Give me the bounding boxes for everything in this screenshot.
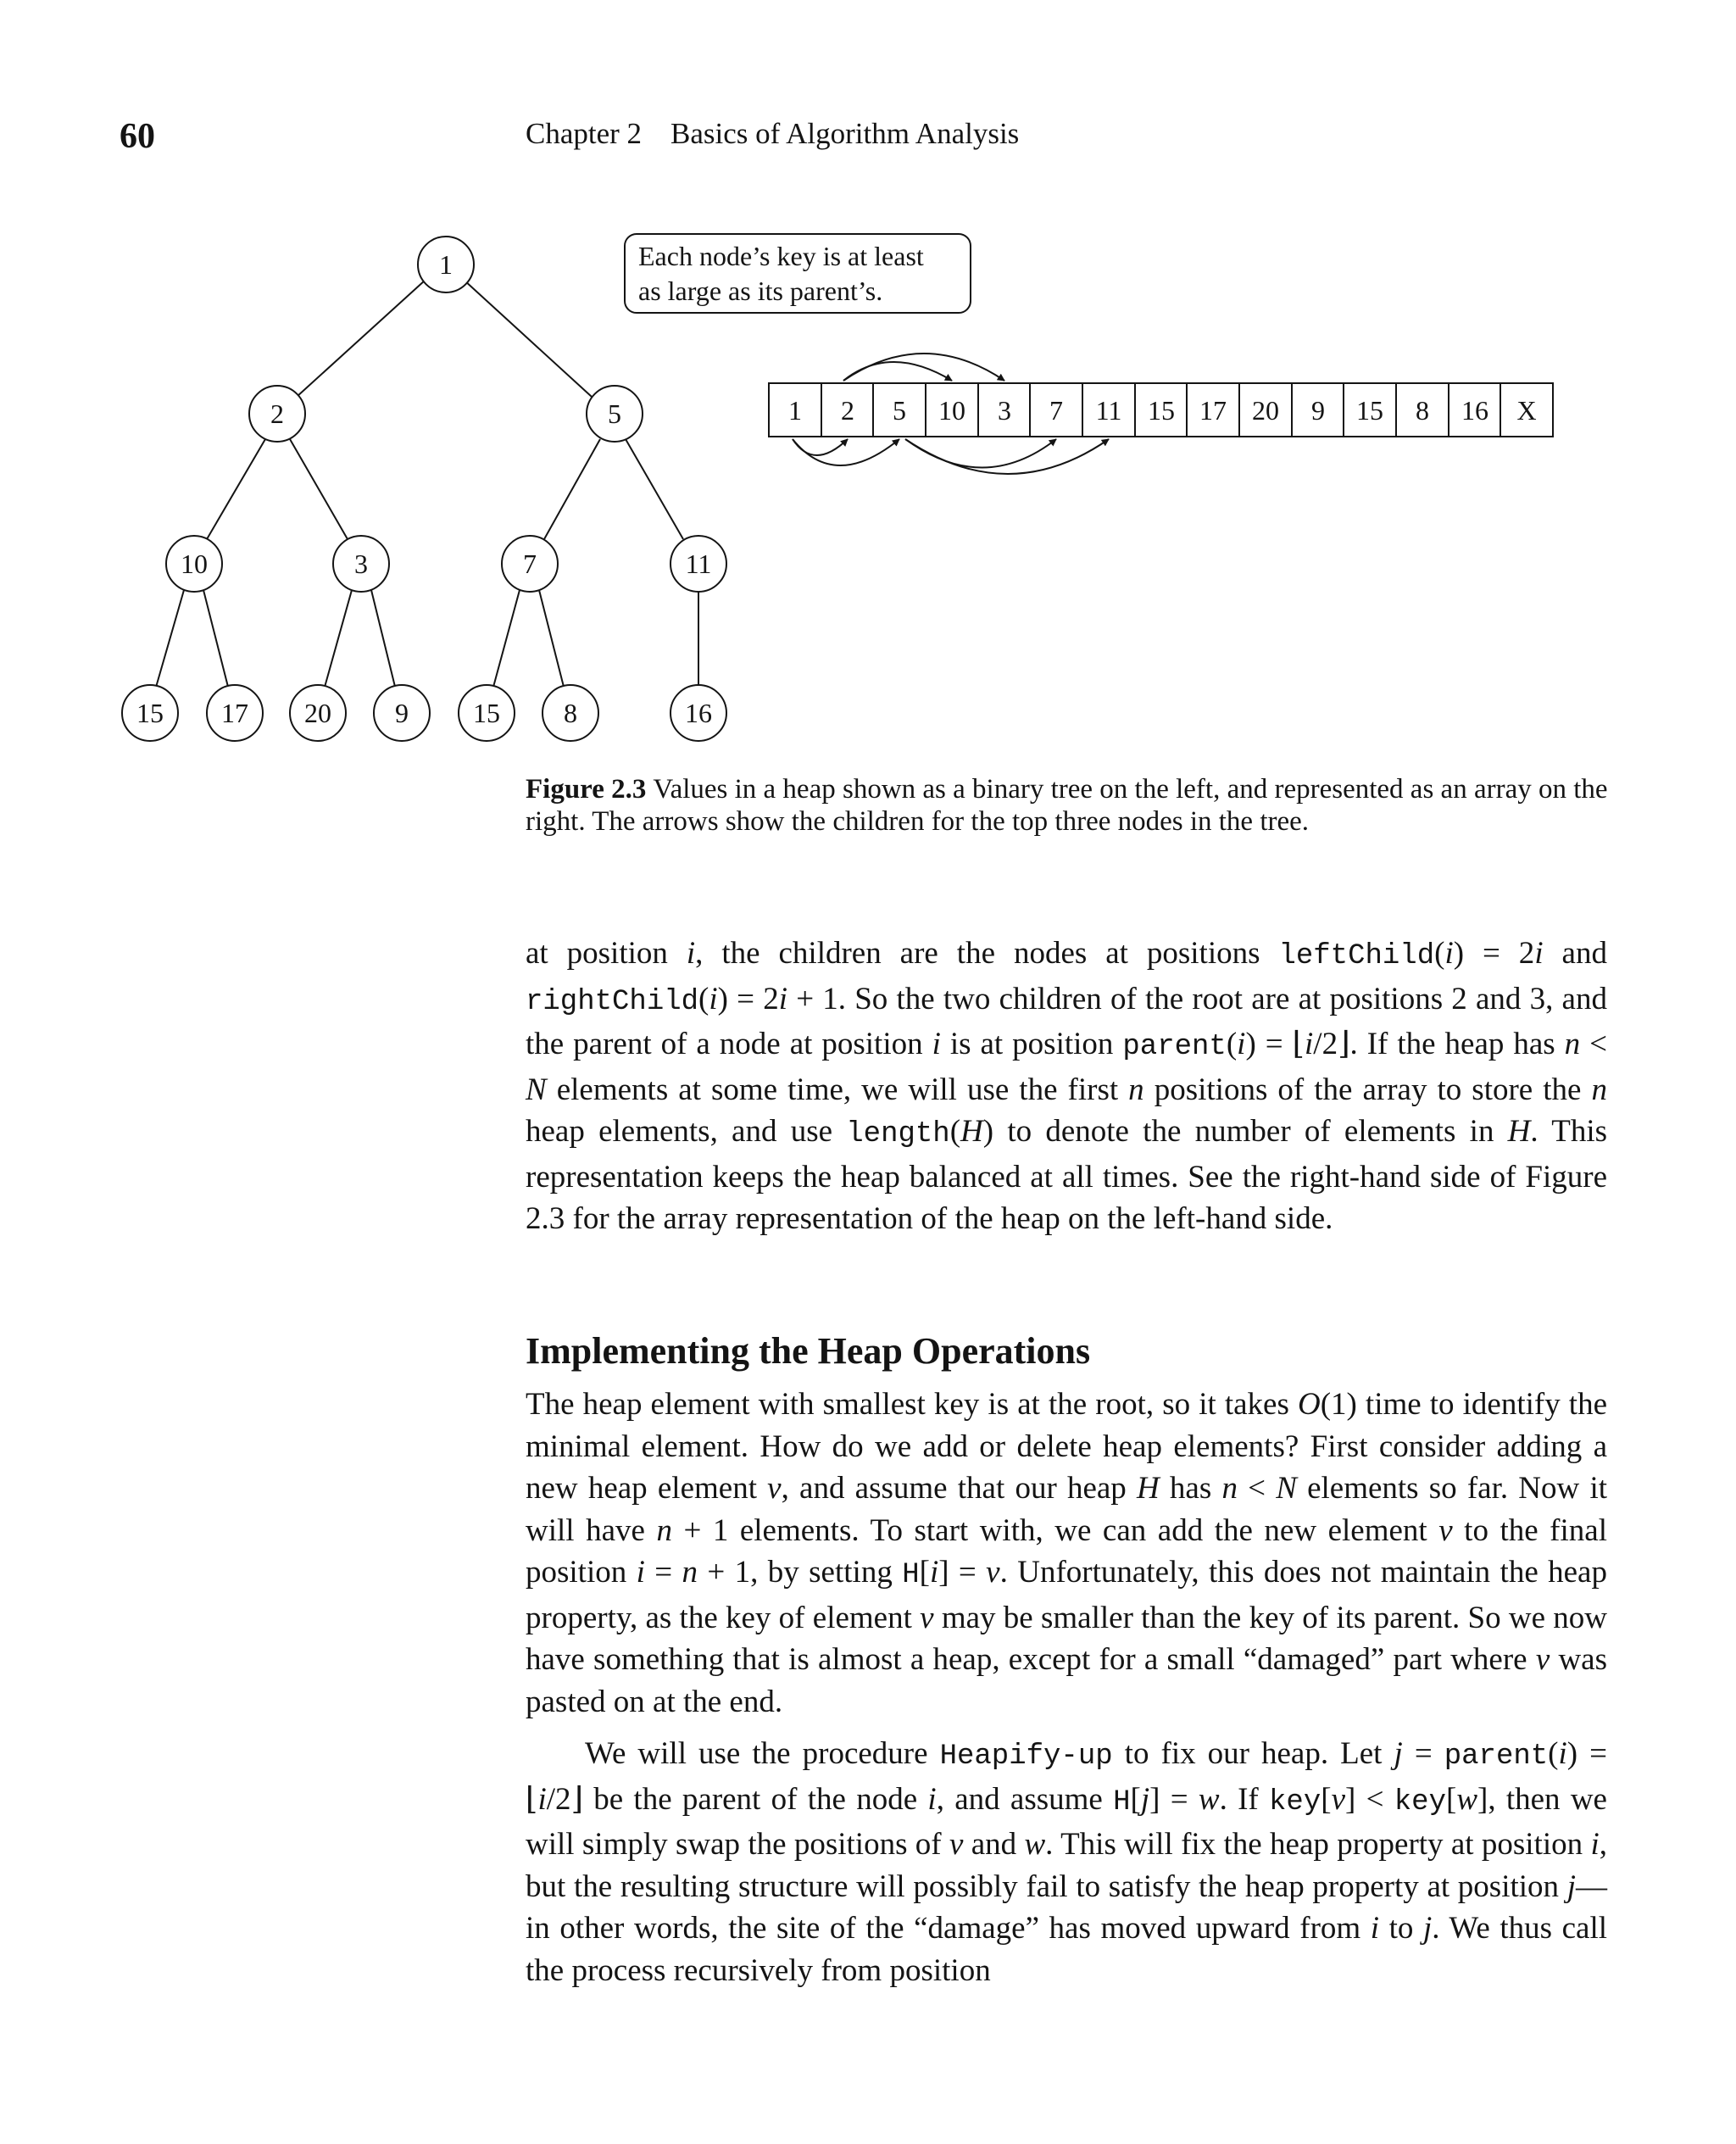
tree-node-label: 7 xyxy=(523,549,537,579)
array-cell: 16 xyxy=(1461,395,1488,426)
tree-edge xyxy=(203,590,229,690)
array-cell: 8 xyxy=(1416,395,1429,426)
tree-node-label: 17 xyxy=(221,698,248,728)
tree-node-label: 9 xyxy=(395,698,409,728)
array-cell: 7 xyxy=(1049,395,1063,426)
arrow-node5-right-child xyxy=(905,439,1109,474)
callout xyxy=(625,234,971,313)
tree-node-label: 15 xyxy=(473,698,500,728)
running-header xyxy=(526,117,1019,151)
callout-line-1: Each node’s key is at least xyxy=(638,241,924,271)
tree-node-label: 20 xyxy=(304,698,331,728)
array-cell: 20 xyxy=(1252,395,1279,426)
array-cell: 15 xyxy=(1148,395,1175,426)
paragraph-heap-operations xyxy=(526,1384,1607,1991)
tree-edge xyxy=(539,590,565,690)
tree-edges xyxy=(155,280,698,690)
tree-edge xyxy=(371,590,396,690)
heap-figure xyxy=(0,220,1736,763)
array-cell: 3 xyxy=(998,395,1011,426)
caption-text: Values in a heap shown as a binary tree on the left, and represented as an array on the right. The arrows show the children for the top three nodes in the tree. xyxy=(526,774,1608,837)
array-cell: 1 xyxy=(788,395,802,426)
callout-line-2: as large as its parent’s. xyxy=(638,276,883,306)
tree-node-label: 1 xyxy=(439,249,453,280)
tree-node-labels xyxy=(136,249,712,728)
array-cell: 9 xyxy=(1311,395,1325,426)
paragraph-heap-array: at position i, the children are the nodes at positions leftChild(i) = 2i and rightChild(i) = 2i + 1. So the two children of the root are at positions 2 and 3, and the parent of a node at position i is at position parent(i) = ⌊i/2⌋. If the heap has n < N elements at some time, we will use the first n positions of the array to store the n heap elements, and use length(H) to denote the number of elements in H. This representation keeps the heap balanced at all times. See the right-hand side of Figure 2.3 for the array representation of the heap on the left-hand side. xyxy=(526,936,1607,1236)
tree-node-label: 16 xyxy=(685,698,712,728)
tree-edge xyxy=(207,439,265,539)
tree-node-label: 8 xyxy=(564,698,577,728)
chapter-label: Chapter 2 xyxy=(526,117,643,150)
tree-edge xyxy=(155,590,184,690)
array-cell: 11 xyxy=(1095,395,1122,426)
caption-label: Figure 2.3 xyxy=(526,774,647,805)
figure-caption xyxy=(526,773,1611,838)
array-cell: 2 xyxy=(841,395,854,426)
arrow-root-right-child xyxy=(793,439,899,465)
array-cell: 15 xyxy=(1356,395,1383,426)
tree-edge xyxy=(544,439,600,539)
paragraph-add-element: The heap element with smallest key is at the root, so it takes O(1) time to identify the minimal element. How do we add or delete heap elements? First consider adding a new heap element v, and assume that our heap H has n < N elements so far. Now it will have n + 1 elements. To start with, we can add the new element v to the final position i = n + 1, by setting H[i] = v. Unfortunately, this does not maintain the heap property, as the key of element v may be smaller than the key of its parent. So we now have something that is almost a heap, except for a small “damaged” part where v was pasted on at the end. xyxy=(526,1387,1607,1719)
tree-node-label: 3 xyxy=(354,549,368,579)
tree-node-label: 10 xyxy=(181,549,208,579)
tree-edge xyxy=(626,439,683,539)
tree-edge xyxy=(290,439,348,539)
array-cell: 17 xyxy=(1199,395,1227,426)
page-number: 60 xyxy=(120,117,155,156)
tree-node-label: 2 xyxy=(270,398,284,429)
heap-array xyxy=(769,383,1553,437)
array-cell: X xyxy=(1516,395,1537,426)
tree-node-label: 15 xyxy=(136,698,164,728)
tree-node-label: 11 xyxy=(685,549,712,579)
chapter-title: Basics of Algorithm Analysis xyxy=(670,117,1020,150)
array-cell: 5 xyxy=(893,395,906,426)
tree-edge xyxy=(324,590,352,690)
tree-node-label: 5 xyxy=(608,398,621,429)
tree-edge xyxy=(492,590,520,690)
paragraph-heapify-up: We will use the procedure Heapify-up to fix our heap. Let j = parent(i) = ⌊i/2⌋ be the parent of the node i, and assume H[j] = w. If key[v] < key[w], then we will simply swap the positions of v and w. This will fix the heap property at position i, but the resulting structure will possibly fail to satisfy the heap property at position j—in other words, the site of the “damage” has moved upward from i to j. We thus call the process recursively from position xyxy=(526,1736,1608,1988)
array-cell: 10 xyxy=(938,395,965,426)
section-heading: Implementing the Heap Operations xyxy=(526,1330,1091,1372)
tree-edge xyxy=(464,280,592,397)
tree-edge xyxy=(297,280,426,397)
